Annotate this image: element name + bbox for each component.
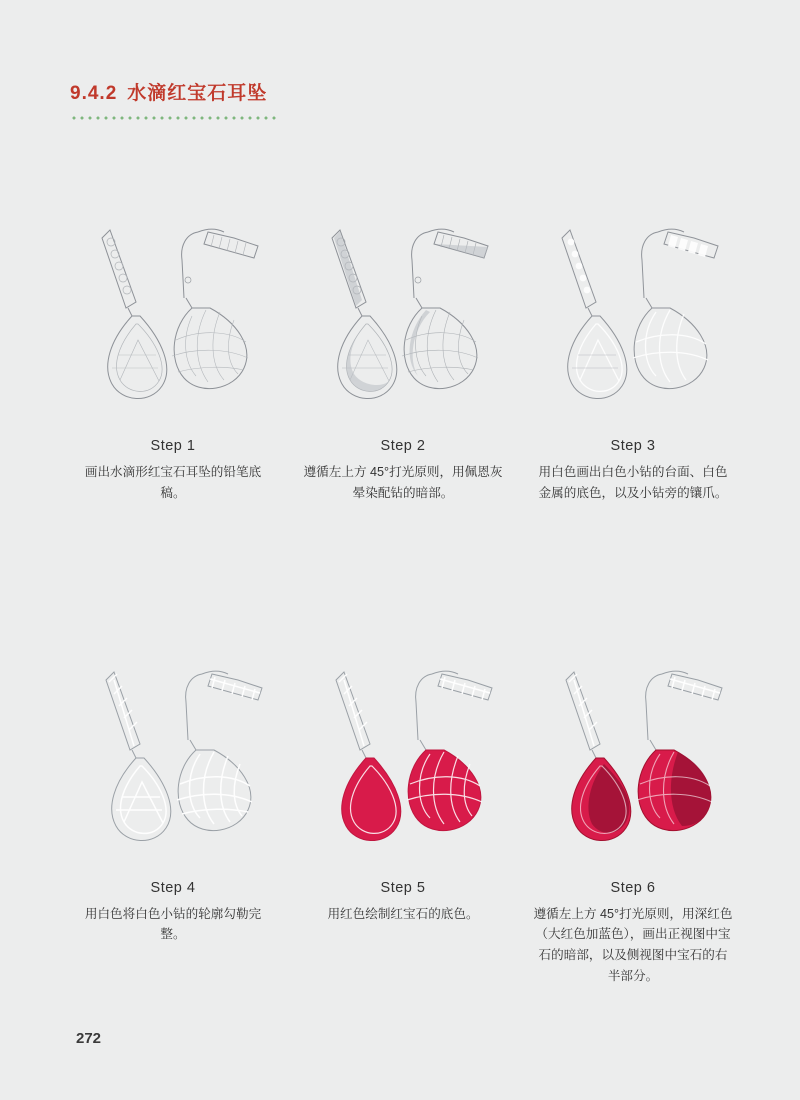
illustration-white-outline-earrings — [58, 642, 288, 872]
steps-grid — [58, 190, 748, 987]
illustration-red-base-earrings — [288, 642, 518, 872]
dotted-rule-divider — [70, 116, 278, 120]
step-label: Step 1 — [150, 438, 196, 454]
row-spacer — [58, 514, 748, 632]
step-caption: 用白色将白色小钻的轮廓勾勒完整。 — [84, 906, 262, 942]
step-cell-5 — [288, 642, 518, 987]
illustration-white-highlight-earrings — [518, 190, 748, 430]
step-label: Step 4 — [150, 879, 196, 896]
section-title: 水滴红宝石耳坠 — [127, 83, 268, 104]
section-header — [70, 78, 370, 120]
step-caption: 遵循左上方 45°打光原则，用深红色（大红色加蓝色），画出正视图中宝石的暗部，以及侧视图中宝石的右半部分。 — [533, 906, 733, 983]
step-cell-4 — [58, 642, 288, 987]
step-label: Step 2 — [380, 438, 426, 454]
page-number: 272 — [76, 1030, 102, 1047]
step-caption: 用红色绘制红宝石的底色。 — [327, 906, 479, 921]
step-label: Step 5 — [380, 879, 426, 896]
step-label: Step 6 — [610, 879, 656, 896]
step-cell-6 — [518, 642, 748, 987]
page-title — [70, 78, 370, 105]
step-label: Step 3 — [610, 438, 656, 454]
step-cell-2 — [288, 190, 518, 504]
illustration-deep-red-shading-earrings — [518, 642, 748, 872]
illustration-greywash-earrings — [288, 190, 518, 430]
step-cell-3 — [518, 190, 748, 504]
illustration-pencil-sketch-earrings — [58, 190, 288, 430]
step-caption: 遵循左上方 45°打光原则，用佩恩灰晕染配钻的暗部。 — [303, 465, 503, 500]
step-caption: 画出水滴形红宝石耳坠的铅笔底稿。 — [84, 465, 262, 500]
step-cell-1 — [58, 190, 288, 504]
section-number: 9.4.2 — [70, 83, 118, 104]
step-caption: 用白色画出白色小钻的台面、白色金属的底色，以及小钻旁的镶爪。 — [538, 465, 728, 500]
